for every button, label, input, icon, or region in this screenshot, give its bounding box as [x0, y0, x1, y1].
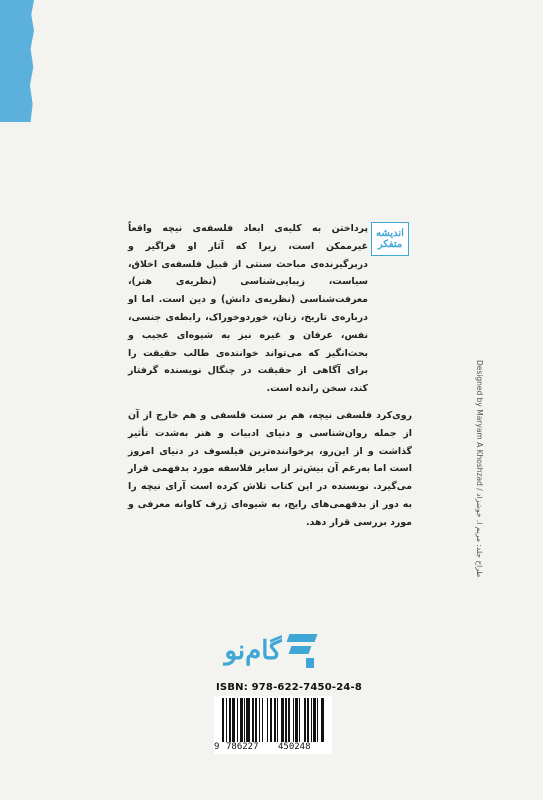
torn-blue-strip	[0, 0, 34, 122]
publisher-logo	[212, 628, 328, 674]
series-logo-line1: اندیشه	[376, 228, 404, 239]
designer-credit: Designed by Maryam A Khoshzad / طراح جلد: مریم ا. خوشزاد	[475, 360, 484, 578]
barcode-digits-group-2: 450248	[278, 742, 311, 752]
blurb-paragraph-1: پرداختن به کلیه‌ی ابعاد فلسفه‌ی نیچه واقعاً غیرممکن است، زیرا که آثار او فراگیر و دربرگیرنده‌ی مباحث سنتی از قبیل فلسفه‌ی اخلاق، سیاست، زیبایی‌شناسی (نظریه‌ی هنر)، معرفت‌شناسی (نظریه‌ی دانش) و دین است. اما او درباره‌ی تاریخ، زنان، خوردوخوراک، رابطه‌ی جنسی، نفس، عرفان و غیره نیز به شیوه‌ای عجیب و بحث‌انگیز که می‌تواند خواننده‌ی طالب حقیقت را برای آگاهی از حقیقت در چنگال نویسنده گرفتار کند، سخن رانده است.	[128, 223, 368, 395]
barcode-digit-lead: 9	[214, 742, 220, 752]
publisher-mark-icon	[286, 632, 316, 670]
series-logo-line2: متفکر	[377, 239, 403, 250]
blurb-paragraph-2: روی‌کرد فلسفی نیچه، هم بر سنت فلسفی و هم خارج از آن از جمله روان‌شناسی و دنیای ادبیات و هنر به‌شدت تأثیر گذاشت و از این‌رو، پرخواننده‌ترین فیلسوف در دنیای امروز است اما به‌رغم آن بیش‌تر از سایر فلاسفه مورد بدفهمی قرار می‌گیرد. نویسنده در این کتاب تلاش کرده است آرای نیچه را به دور از بدفهمی‌های رایج، به شیوه‌ای ژرف کاوانه معرفی و مورد بررسی قرار دهد.	[128, 409, 412, 528]
barcode-bar	[324, 698, 325, 742]
publisher-name: گام‌نو	[224, 636, 282, 666]
isbn-label: ISBN: 978-622-7450-24-8	[216, 682, 363, 693]
barcode-digits-group-1: 786227	[226, 742, 259, 752]
back-cover-blurb	[128, 220, 412, 532]
barcode	[222, 698, 326, 742]
